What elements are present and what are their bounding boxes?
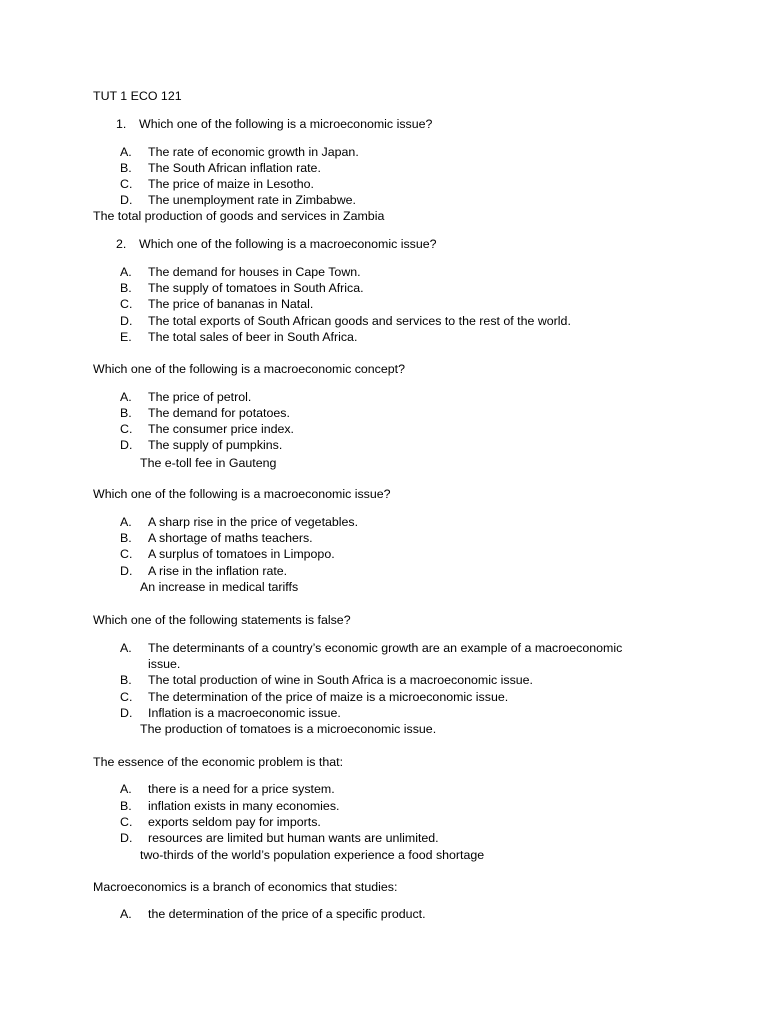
option-text-extra: two-thirds of the world’s population experience a food shortage [140,848,485,862]
document-title: TUT 1 ECO 121 [93,89,182,103]
option-text-extra: The e-toll fee in Gauteng [140,456,277,470]
option-text: The price of maize in Lesotho. [148,177,314,191]
option-text: resources are limited but human wants are unlimited. [148,831,439,845]
question-text: Which one of the following is a macroeconomic concept? [93,362,405,376]
question-text: Which one of the following is a macroeconomic issue? [139,237,437,251]
option-text: the determination of the price of a specific product. [148,907,426,921]
option-text: The South African inflation rate. [148,161,321,175]
option-letter: A. [120,265,132,279]
option-text: The unemployment rate in Zimbabwe. [148,193,356,207]
option-text: The total exports of South African goods and services to the rest of the world. [148,314,571,328]
option-text: The rate of economic growth in Japan. [148,145,359,159]
option-letter: C. [120,422,133,436]
option-text: The determination of the price of maize is a microeconomic issue. [148,690,509,704]
option-letter: A. [120,782,132,796]
option-text: Inflation is a macroeconomic issue. [148,706,341,720]
option-text-extra: The total production of goods and services in Zambia [93,209,385,223]
option-text: The price of petrol. [148,390,252,404]
option-letter: C. [120,297,133,311]
option-letter: C. [120,177,133,191]
option-letter: D. [120,314,133,328]
option-letter: D. [120,438,133,452]
option-letter: A. [120,907,132,921]
option-text-extra: The production of tomatoes is a microeconomic issue. [140,722,437,736]
option-letter: C. [120,815,133,829]
question-text: Macroeconomics is a branch of economics that studies: [93,880,398,894]
option-text: The supply of tomatoes in South Africa. [148,281,364,295]
question-number: 1. [116,117,127,131]
option-text: The demand for potatoes. [148,406,290,420]
option-text: The demand for houses in Cape Town. [148,265,361,279]
option-letter: A. [120,390,132,404]
option-text: The price of bananas in Natal. [148,297,314,311]
option-letter: D. [120,193,133,207]
option-letter: C. [120,690,133,704]
option-text: A sharp rise in the price of vegetables. [148,515,359,529]
option-text: The consumer price index. [148,422,295,436]
option-letter: D. [120,831,133,845]
option-text: A rise in the inflation rate. [148,564,288,578]
option-letter: A. [120,515,132,529]
option-text: inflation exists in many economies. [148,799,340,813]
option-letter: D. [120,706,133,720]
question-text: Which one of the following statements is false? [93,613,351,627]
option-letter: B. [120,406,132,420]
option-text: exports seldom pay for imports. [148,815,321,829]
option-letter: C. [120,547,133,561]
option-letter: B. [120,161,132,175]
option-text: The total production of wine in South Africa is a macroeconomic issue. [148,673,533,687]
question-text: Which one of the following is a macroeconomic issue? [93,487,391,501]
option-text: The determinants of a country’s economic growth are an example of a macroeconomic [148,641,623,655]
question-text: Which one of the following is a microeconomic issue? [139,117,433,131]
option-letter: D. [120,564,133,578]
option-text: A surplus of tomatoes in Limpopo. [148,547,335,561]
option-text: there is a need for a price system. [148,782,335,796]
option-text: The total sales of beer in South Africa. [148,330,358,344]
option-text-extra: An increase in medical tariffs [140,580,299,594]
option-text: The supply of pumpkins. [148,438,283,452]
option-letter: B. [120,531,132,545]
option-letter: B. [120,281,132,295]
option-letter: E. [120,330,132,344]
option-text: A shortage of maths teachers. [148,531,313,545]
option-letter: B. [120,673,132,687]
option-letter: A. [120,641,132,655]
question-number: 2. [116,237,127,251]
option-letter: A. [120,145,132,159]
question-text: The essence of the economic problem is that: [93,755,344,769]
option-letter: B. [120,799,132,813]
option-text-continuation: issue. [148,657,181,671]
